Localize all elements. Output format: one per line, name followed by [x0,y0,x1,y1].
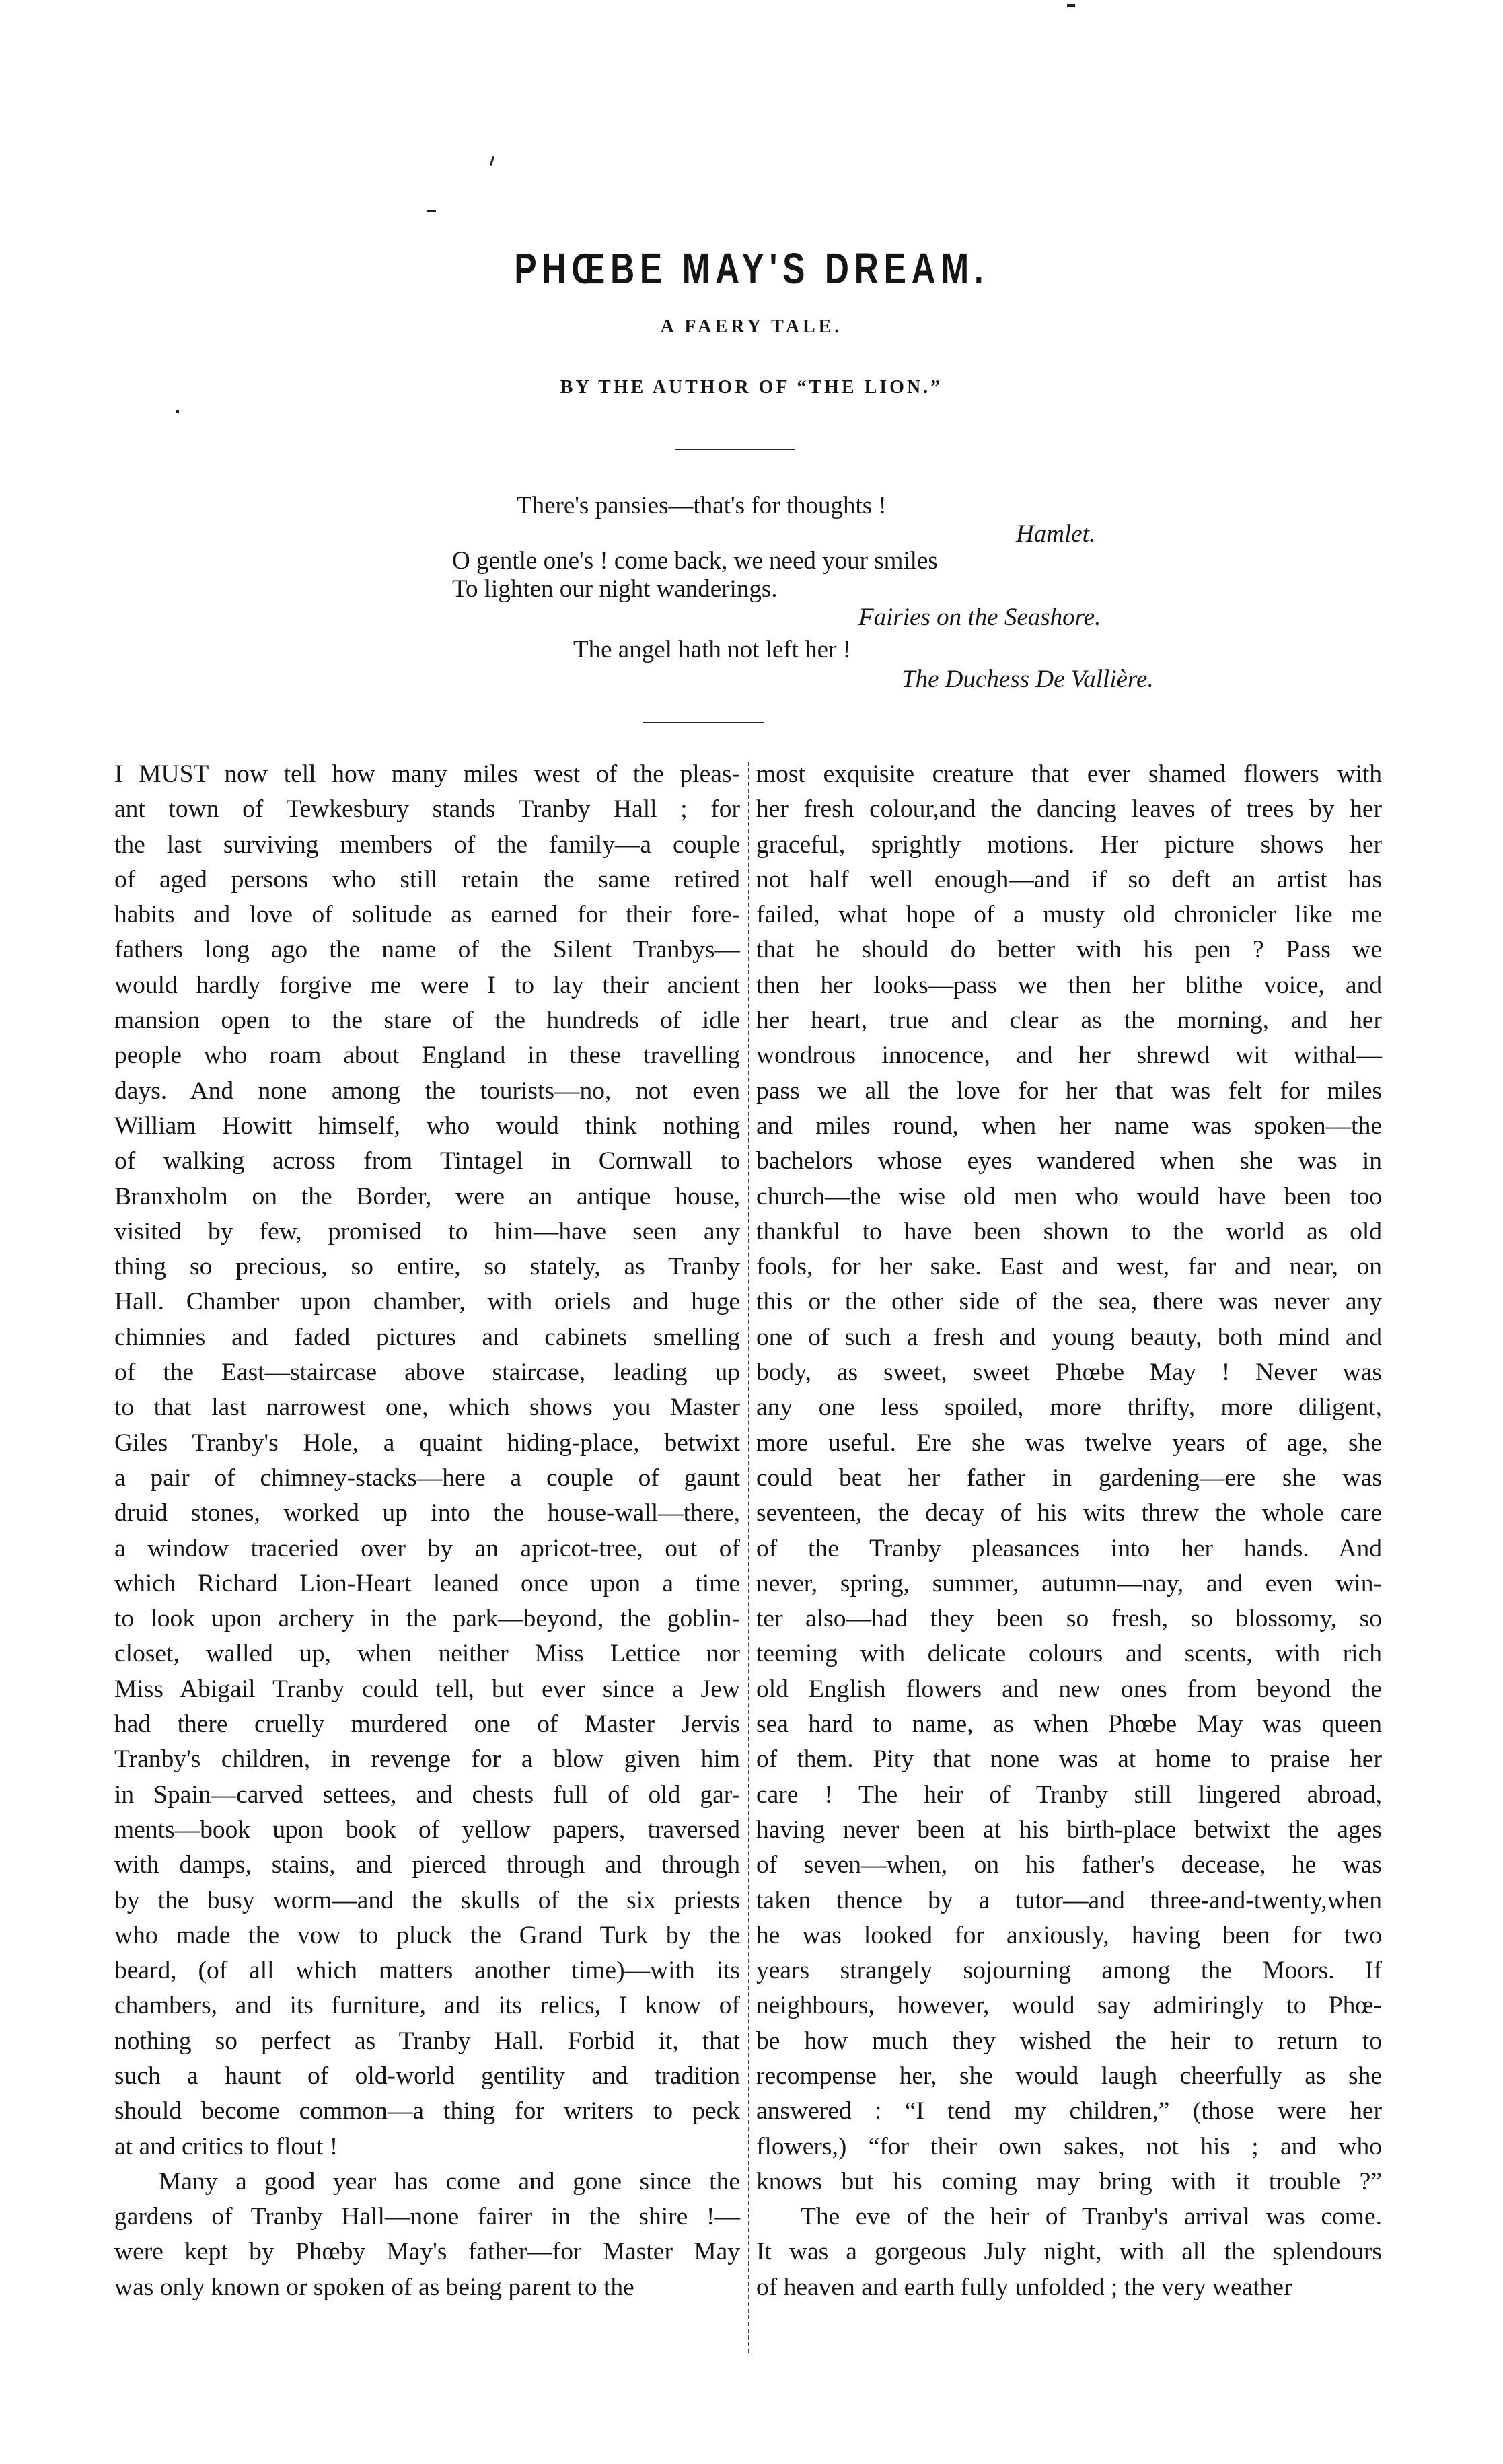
text-line: having never been at his birth-place betwixt the ages [756,1815,1382,1844]
text-line: of the Tranby pleasances into her hands. And [756,1534,1382,1562]
text-line: druid stones, worked up into the house-wall—there, [114,1499,740,1527]
text-line: care ! The heir of Tranby still lingered abroad, [756,1780,1382,1809]
text-line: of seven—when, on his father's decease, he was [756,1851,1382,1879]
column-divider [748,762,749,2353]
text-line: knows but his coming may bring with it trouble ?” [756,2167,1382,2196]
right-text-column [756,757,1382,2305]
text-line: ments—book upon book of yellow papers, traversed [114,1815,740,1844]
text-line: chambers, and its furniture, and its relics, I know of [114,1992,740,2020]
text-line: thing so precious, so entire, so stately, as Tranby [114,1253,740,1281]
text-line: nothing so perfect as Tranby Hall. Forbid it, that [114,2027,740,2055]
text-line: he was looked for anxiously, having been for two [756,1921,1382,1949]
text-line: should become common—a thing for writers to peck [114,2097,740,2126]
text-line: who made the vow to pluck the Grand Turk by the [114,1921,740,1949]
article-subtitle: A FAERY TALE. [660,316,843,337]
text-line: seventeen, the decay of his wits threw the whole care [756,1499,1382,1527]
text-line: ter also—had they been so fresh, so blossomy, so [756,1605,1382,1633]
text-line: a pair of chimney-stacks—here a couple of gaunt [114,1463,740,1492]
text-line: her fresh colour,and the dancing leaves of trees by her [756,795,1382,824]
text-line: William Howitt himself, who would think nothing [114,1112,740,1140]
text-line: of heaven and earth fully unfolded ; the very weather [756,2273,1292,2301]
text-line: would hardly forgive me were I to lay their ancient [114,971,740,999]
text-line: The eve of the heir of Tranby's arrival was come. [801,2203,1382,2231]
text-line: a window traceried over by an apricot-tree, out of [114,1534,740,1562]
text-line: closet, walled up, when neither Miss Lettice nor [114,1640,740,1668]
article-title: PHŒBE MAY'S DREAM. [514,244,989,293]
epigraph-quote: O gentle one's ! come back, we need your smiles [452,547,938,575]
text-line: chimnies and faded pictures and cabinets smelling [114,1323,740,1351]
text-line: days. And none among the tourists—no, not even [114,1077,740,1105]
article-byline: BY THE AUTHOR OF “THE LION.” [560,377,943,398]
text-line: this or the other side of the sea, there was never any [756,1288,1382,1316]
left-text-column [114,757,740,2305]
text-line: visited by few, promised to him—have seen any [114,1217,740,1245]
epigraph-source: Fairies on the Seashore. [858,604,1101,631]
text-line: that he should do better with his pen ? Pass we [756,936,1382,964]
text-line: It was a gorgeous July night, with all the splendours [756,2238,1382,2266]
epigraph-rule [643,722,764,723]
text-line: most exquisite creature that ever shamed flowers with [756,760,1382,788]
text-line: of the East—staircase above staircase, leading up [114,1358,740,1387]
text-line: by the busy worm—and the skulls of the six priests [114,1886,740,1914]
text-line: body, as sweet, sweet Phœbe May ! Never was [756,1358,1382,1387]
epigraph-source: Hamlet. [1016,520,1096,548]
print-speck [176,410,179,413]
text-line: was only known or spoken of as being parent to the [114,2273,634,2301]
text-line: such a haunt of old-world gentility and tradition [114,2062,740,2090]
text-line: to look upon archery in the park—beyond, the goblin- [114,1605,740,1633]
text-line: people who roam about England in these travelling [114,1042,740,1070]
text-line: bachelors whose eyes wandered when she was in [756,1147,1382,1175]
text-line: ant town of Tewkesbury stands Tranby Hall ; for [114,795,740,824]
text-line: wondrous innocence, and her shrewd wit withal— [756,1042,1382,1070]
text-line: pass we all the love for her that was felt for miles [756,1077,1382,1105]
epigraph-quote: The angel hath not left her ! [573,636,851,663]
text-line: be how much they wished the heir to return to [756,2027,1382,2055]
text-line: taken thence by a tutor—and three-and-twenty,when [756,1886,1382,1914]
text-line: gardens of Tranby Hall—none fairer in the shire !— [114,2203,740,2231]
epigraph-source: The Duchess De Vallière. [902,665,1154,693]
text-line: Giles Tranby's Hole, a quaint hiding-place, betwixt [114,1428,740,1457]
text-line: sea hard to name, as when Phœbe May was queen [756,1710,1382,1739]
text-line: habits and love of solitude as earned for their fore- [114,901,740,929]
text-line: which Richard Lion-Heart leaned once upon a time [114,1569,740,1597]
text-line: thankful to have been shown to the world as old [756,1217,1382,1245]
text-line: more useful. Ere she was twelve years of age, she [756,1428,1382,1457]
text-line: never, spring, summer, autumn—nay, and even win- [756,1569,1382,1597]
text-line: with damps, stains, and pierced through and through [114,1851,740,1879]
text-line: church—the wise old men who would have been too [756,1182,1382,1210]
print-speck [427,210,436,212]
text-line: recompense her, she would laugh cheerfully as she [756,2062,1382,2090]
text-line: beard, (of all which matters another time)—with its [114,1957,740,1985]
text-line: graceful, sprightly motions. Her picture shows her [756,830,1382,859]
text-line: Branxholm on the Border, were an antique house, [114,1182,740,1210]
text-line: Hall. Chamber upon chamber, with oriels and huge [114,1288,740,1316]
text-line: I MUST now tell how many miles west of the pleas- [114,760,740,788]
text-line: any one less spoiled, more thrifty, more diligent, [756,1393,1382,1422]
print-speck [1067,4,1075,7]
epigraph-quote: There's pansies—that's for thoughts ! [517,492,887,519]
text-line: the last surviving members of the family—a couple [114,830,740,859]
text-line: of aged persons who still retain the same retired [114,865,740,894]
text-line: neighbours, however, would say admiringly to Phœ- [756,1992,1382,2020]
text-line: of walking across from Tintagel in Cornwall to [114,1147,740,1175]
text-line: Tranby's children, in revenge for a blow given him [114,1745,740,1774]
text-line: could beat her father in gardening—ere she was [756,1463,1382,1492]
print-speck [490,156,495,166]
text-line: then her looks—pass we then her blithe voice, and [756,971,1382,999]
text-line: years strangely sojourning among the Moors. If [756,1957,1382,1985]
text-line: of them. Pity that none was at home to praise her [756,1745,1382,1774]
text-line: at and critics to flout ! [114,2132,338,2161]
text-line: and miles round, when her name was spoken—the [756,1112,1382,1140]
text-line: flowers,) “for their own sakes, not his ; and who [756,2132,1382,2161]
text-line: mansion open to the stare of the hundreds of idle [114,1007,740,1035]
text-line: were kept by Phœby May's father—for Master May [114,2238,740,2266]
title-rule [675,449,795,450]
text-line: one of such a fresh and young beauty, both mind and [756,1323,1382,1351]
text-line: failed, what hope of a musty old chronicler like me [756,901,1382,929]
text-line: Miss Abigail Tranby could tell, but ever since a Jew [114,1675,740,1703]
epigraph-quote: To lighten our night wanderings. [452,575,778,603]
text-line: had there cruelly murdered one of Master Jervis [114,1710,740,1739]
text-line: her heart, true and clear as the morning, and her [756,1007,1382,1035]
text-line: old English flowers and new ones from beyond the [756,1675,1382,1703]
text-line: answered : “I tend my children,” (those were her [756,2097,1382,2126]
text-line: fools, for her sake. East and west, far and near, on [756,1253,1382,1281]
text-line: not half well enough—and if so deft an artist has [756,865,1382,894]
text-line: to that last narrowest one, which shows you Master [114,1393,740,1422]
text-line: in Spain—carved settees, and chests full of old gar- [114,1780,740,1809]
text-line: Many a good year has come and gone since the [159,2167,740,2196]
text-line: teeming with delicate colours and scents, with rich [756,1640,1382,1668]
text-line: fathers long ago the name of the Silent Tranbys— [114,936,740,964]
